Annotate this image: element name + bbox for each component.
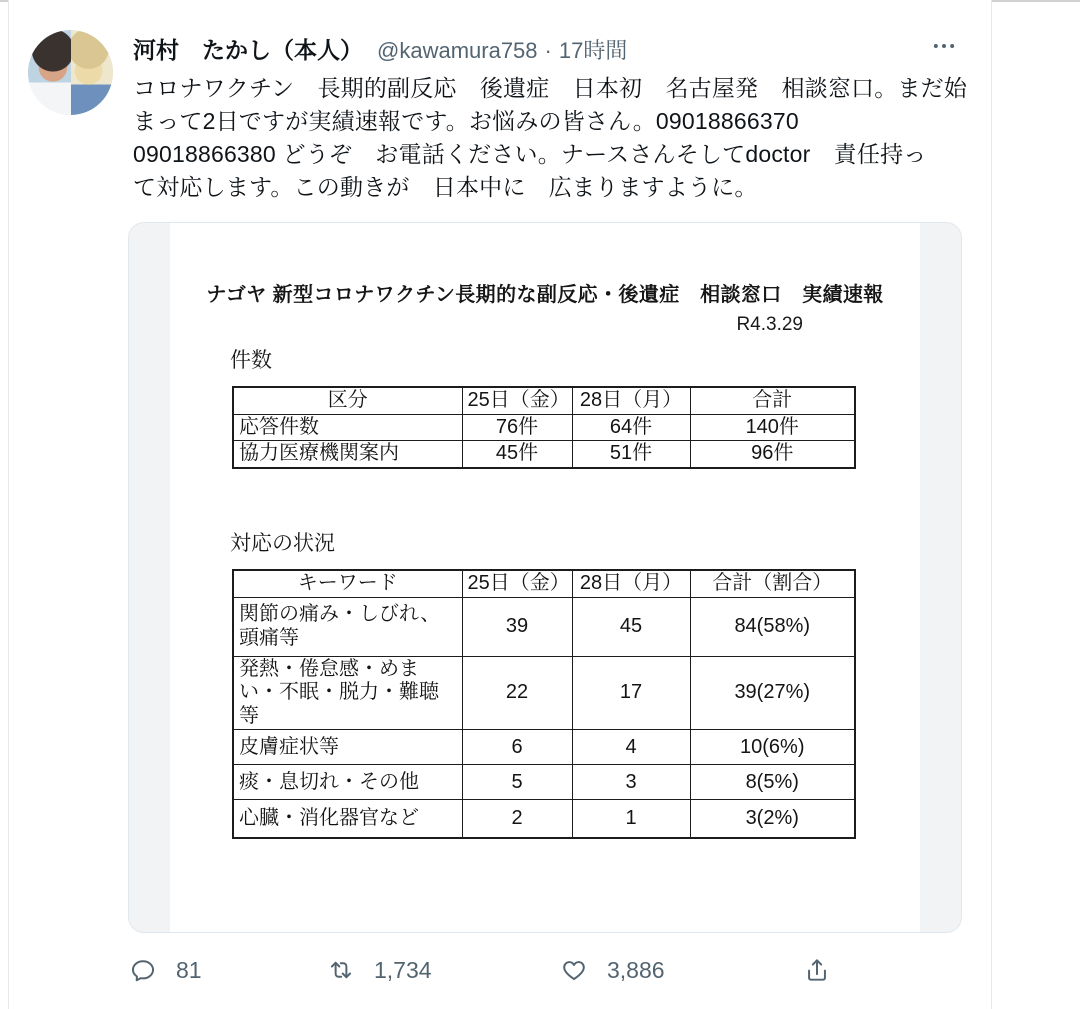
tweet-body: [133, 72, 973, 204]
table-cell: 140件: [690, 414, 855, 441]
table-row: [233, 800, 855, 838]
avatar-person-left: [28, 30, 71, 115]
table-cell: 39: [462, 597, 572, 656]
document-title: ナゴヤ 新型コロナワクチン長期的な副反応・後遺症 相談窓口 実績速報: [206, 284, 884, 306]
table-cell: 45: [572, 597, 690, 656]
table-cell: 8(5%): [690, 765, 855, 800]
counts-table: [232, 386, 856, 469]
tweet-header: [133, 32, 923, 65]
table-header-cell: 28日（月）: [572, 387, 690, 414]
table-header-row: [233, 570, 855, 597]
table-row: [233, 441, 855, 468]
tweet-body-line: まって2日ですが実績速報です。お悩みの皆さん。09018866370: [133, 108, 799, 134]
tweet-body-line: て対応します。この動きが 日本中に 広まりますように。: [133, 174, 758, 200]
avatar[interactable]: [28, 30, 113, 115]
table-cell: 協力医療機関案内: [233, 441, 462, 468]
heart-icon: [560, 956, 588, 984]
table-cell: 2: [462, 800, 572, 838]
table-cell: 応答件数: [233, 414, 462, 441]
retweet-button[interactable]: [327, 952, 432, 988]
table-header-cell: キーワード: [233, 570, 462, 597]
tweet-media-card[interactable]: [128, 222, 962, 933]
like-count: 3,886: [607, 956, 665, 983]
table-cell: 皮膚症状等: [233, 730, 462, 765]
table-row: [233, 730, 855, 765]
table-cell: 痰・息切れ・その他: [233, 765, 462, 800]
table-cell: 6: [462, 730, 572, 765]
reply-count: 81: [176, 956, 202, 983]
table-header-cell: 25日（金）: [462, 570, 572, 597]
table-cell: 45件: [462, 441, 572, 468]
table-cell: 発熱・倦怠感・めまい・不眠・脱力・難聴等: [233, 656, 462, 730]
table-row: [233, 597, 855, 656]
table-header-row: [233, 387, 855, 414]
table-cell: 3(2%): [690, 800, 855, 838]
table-cell: 4: [572, 730, 690, 765]
table-cell: 22: [462, 656, 572, 730]
meta-separator: ·: [544, 38, 552, 63]
tweet-body-line: 09018866380 どうぞ お電話ください。ナースさんそしてdoctor 責任持っ: [133, 141, 927, 167]
table-cell: 39(27%): [690, 656, 855, 730]
table-cell: 51件: [572, 441, 690, 468]
user-handle[interactable]: @kawamura758: [377, 38, 538, 63]
retweet-icon: [327, 956, 355, 984]
table-header-cell: 28日（月）: [572, 570, 690, 597]
like-button[interactable]: [560, 952, 665, 988]
display-name[interactable]: 河村 たかし（本人）: [133, 37, 363, 63]
reply-icon: [129, 956, 157, 984]
share-button[interactable]: [803, 952, 831, 988]
status-table: [232, 569, 856, 839]
reply-button[interactable]: [129, 952, 202, 988]
document-date: R4.3.29: [736, 314, 803, 335]
table-cell: 17: [572, 656, 690, 730]
timestamp[interactable]: 17時間: [558, 38, 628, 63]
document-page: [170, 223, 920, 932]
retweet-count: 1,734: [374, 956, 432, 983]
table-cell: 心臓・消化器官など: [233, 800, 462, 838]
table-cell: 76件: [462, 414, 572, 441]
share-icon: [803, 956, 831, 984]
table-cell: 64件: [572, 414, 690, 441]
table-header-cell: 25日（金）: [462, 387, 572, 414]
table-cell: 3: [572, 765, 690, 800]
table-header-cell: 合計（割合）: [690, 570, 855, 597]
tweet-body-line: コロナワクチン 長期的副反応 後遺症 日本初 名古屋発 相談窓口。まだ始: [133, 75, 968, 101]
counts-section-heading: 件数: [230, 349, 272, 372]
table-row: [233, 656, 855, 730]
more-options-button[interactable]: [924, 32, 964, 60]
more-options-icon: [930, 32, 958, 60]
table-cell: 84(58%): [690, 597, 855, 656]
table-header-cell: 区分: [233, 387, 462, 414]
avatar-person-right: [71, 30, 114, 115]
table-cell: 1: [572, 800, 690, 838]
table-cell: 関節の痛み・しびれ、頭痛等: [233, 597, 462, 656]
table-header-cell: 合計: [690, 387, 855, 414]
table-row: [233, 765, 855, 800]
table-cell: 10(6%): [690, 730, 855, 765]
table-row: [233, 414, 855, 441]
table-cell: 96件: [690, 441, 855, 468]
table-cell: 5: [462, 765, 572, 800]
status-section-heading: 対応の状況: [230, 532, 335, 555]
